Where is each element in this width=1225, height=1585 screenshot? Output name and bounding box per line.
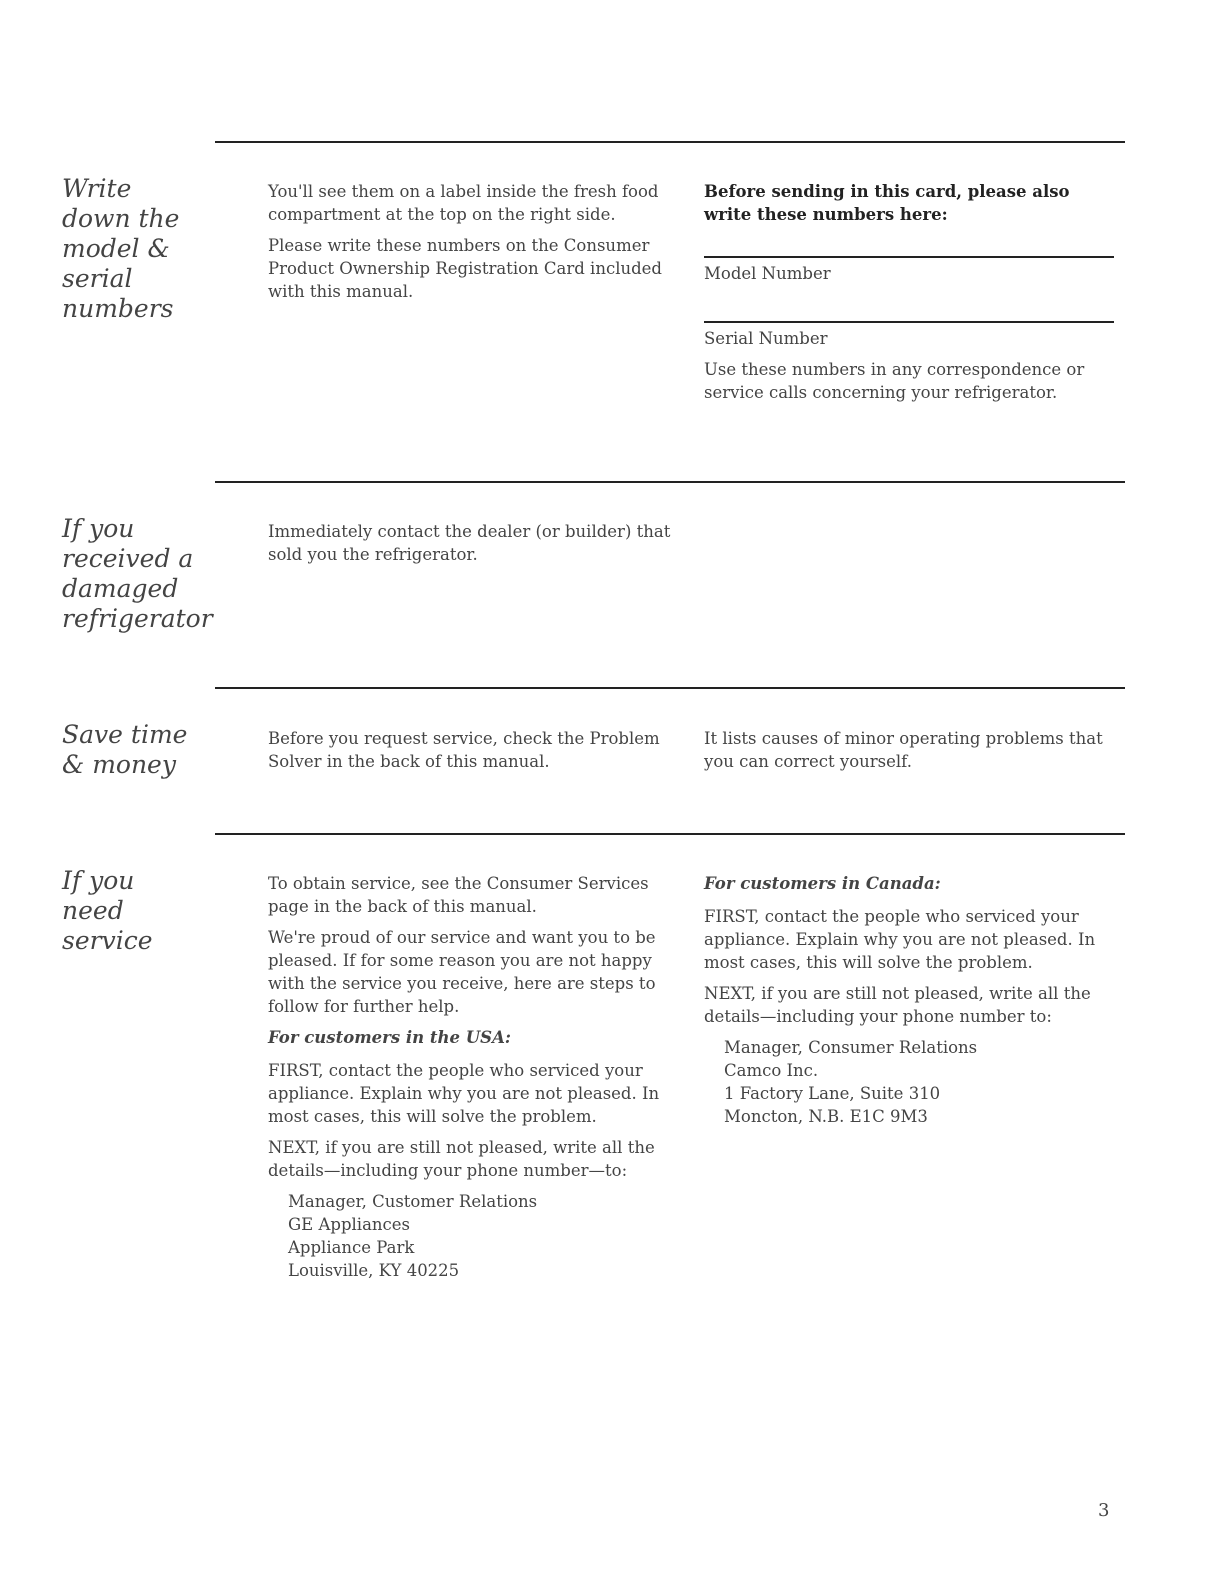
canada-subheading: For customers in Canada: xyxy=(704,874,941,893)
section-divider xyxy=(215,141,1125,143)
canada-first-step: FIRST, contact the people who serviced your appliance. Explain why you are not pleased. In most cases, this will solve the problem. xyxy=(704,907,1096,972)
usa-service-column xyxy=(268,872,678,1282)
registration-card-text: Please write these numbers on the Consumer Product Ownership Registration Card included with this manual. xyxy=(268,236,662,301)
section-heading-need-service: If you need service xyxy=(62,866,153,955)
section-divider xyxy=(215,481,1125,483)
serial-number-field[interactable] xyxy=(704,321,1114,323)
page-number: 3 xyxy=(1098,1500,1110,1521)
usa-subheading: For customers in the USA: xyxy=(268,1028,511,1047)
save-time-right xyxy=(704,727,1114,781)
canada-address: Manager, Consumer Relations Camco Inc. 1 Factory Lane, Suite 310 Moncton, N.B. E1C 9M3 xyxy=(724,1038,978,1126)
usa-address: Manager, Customer Relations GE Appliances Appliance Park Louisville, KY 40225 xyxy=(288,1192,538,1280)
usa-first-step: FIRST, contact the people who serviced your appliance. Explain why you are not pleased. In most cases, this will solve the problem. xyxy=(268,1061,660,1126)
problem-solver-text: Before you request service, check the Problem Solver in the back of this manual. xyxy=(268,729,660,771)
contact-dealer-text: Immediately contact the dealer (or builder) that sold you the refrigerator. xyxy=(268,522,671,564)
model-serial-instructions xyxy=(268,180,678,311)
section-heading-model-serial: Write down the model & serial numbers xyxy=(62,174,180,323)
canada-next-step: NEXT, if you are still not pleased, write all the details—including your phone number to: xyxy=(704,984,1091,1026)
section-divider xyxy=(215,687,1125,689)
minor-problems-text: It lists causes of minor operating problems that you can correct yourself. xyxy=(704,729,1103,771)
proud-of-service-text: We're proud of our service and want you to be pleased. If for some reason you are not happy with the service you receive, here are steps to follow for further help. xyxy=(268,928,656,1016)
label-location-text: You'll see them on a label inside the fresh food compartment at the top on the right side. xyxy=(268,182,659,224)
damaged-instructions xyxy=(268,520,678,574)
usa-next-step: NEXT, if you are still not pleased, write all the details—including your phone number—to: xyxy=(268,1138,655,1180)
save-time-left xyxy=(268,727,678,781)
section-heading-damaged: If you received a damaged refrigerator xyxy=(62,514,213,633)
model-number-field[interactable] xyxy=(704,256,1114,258)
serial-number-label: Serial Number xyxy=(704,329,828,348)
canada-service-column xyxy=(704,872,1114,1128)
section-divider xyxy=(215,833,1125,835)
model-number-label: Model Number xyxy=(704,264,831,283)
consumer-services-text: To obtain service, see the Consumer Services page in the back of this manual. xyxy=(268,874,649,916)
number-entry-area xyxy=(704,180,1114,412)
before-sending-note: Before sending in this card, please also write these numbers here: xyxy=(704,182,1070,224)
correspondence-note: Use these numbers in any correspondence or service calls concerning your refrigerator. xyxy=(704,360,1085,402)
section-heading-save-time: Save time & money xyxy=(62,720,188,779)
